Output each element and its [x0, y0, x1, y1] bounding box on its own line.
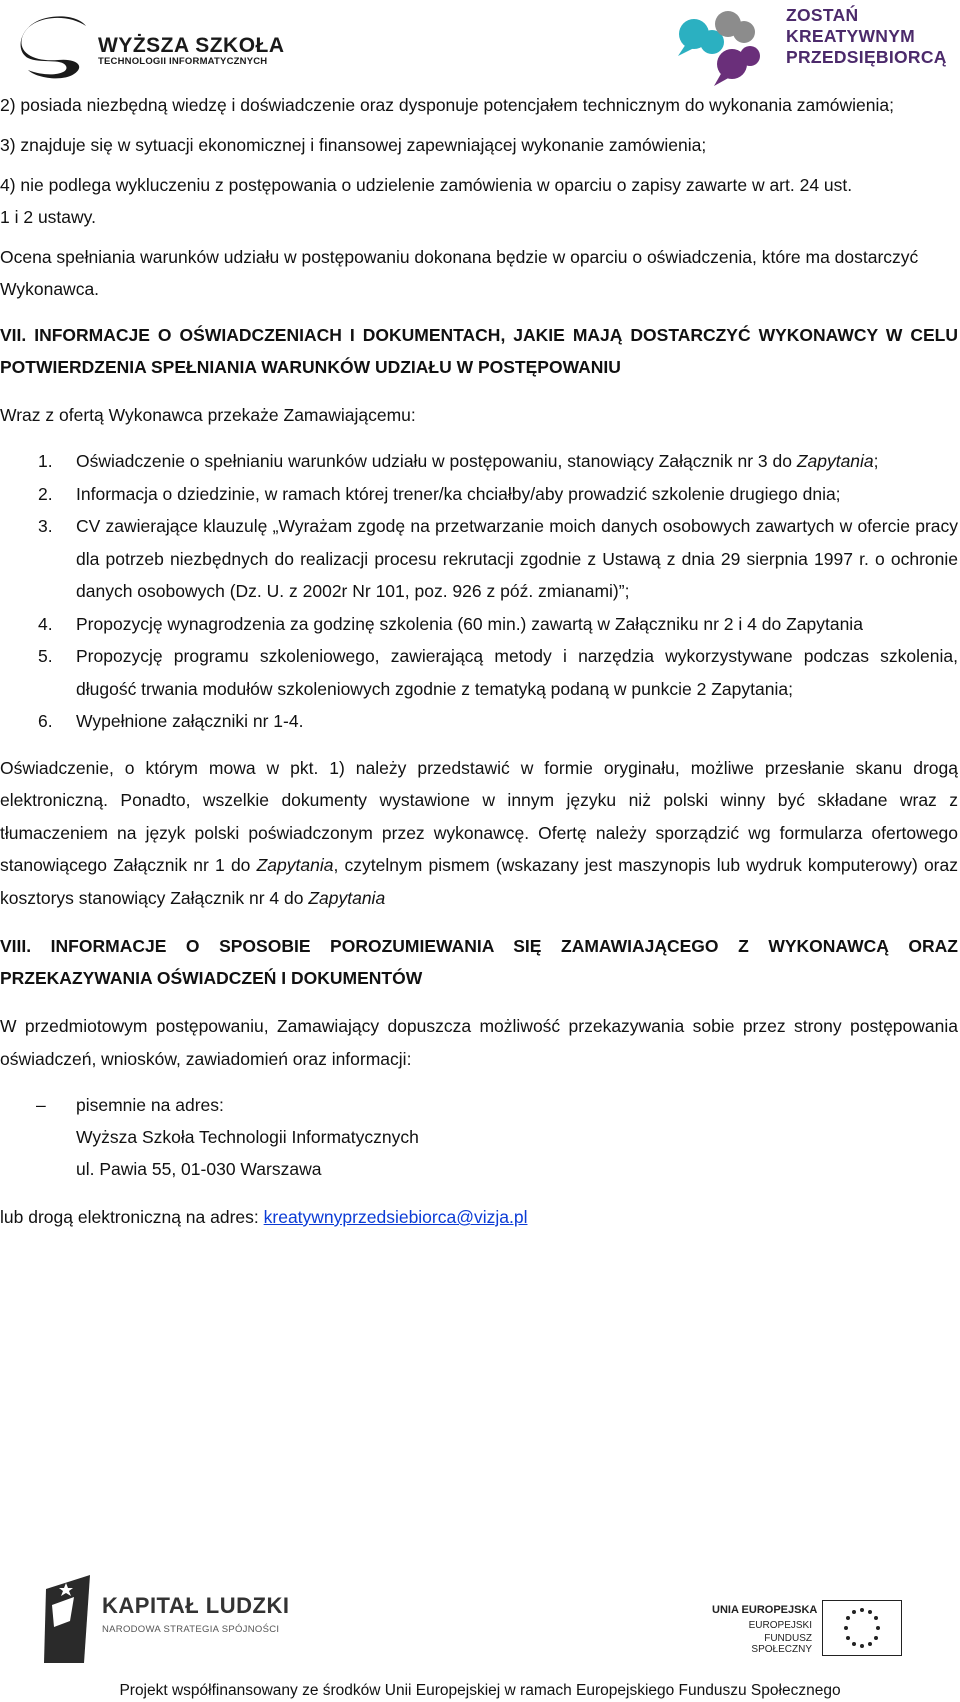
- list-item-number: 6.: [38, 711, 53, 731]
- email-paragraph: [0, 1201, 958, 1233]
- zostan-line1: ZOSTAŃ: [786, 5, 859, 25]
- section-viii-heading: VIII. INFORMACJE O SPOSOBIE POROZUMIEWANIA SIĘ ZAMAWIAJĄCEGO Z WYKONAWCĄ ORAZ PRZEKAZYWANIA OŚWIADCZEŃ I DOKUMENTÓW: [0, 936, 958, 988]
- postal-address-block: [0, 1089, 958, 1185]
- statement-emphasis-1: Zapytania: [256, 855, 334, 875]
- list-item-tail: ;: [873, 451, 879, 471]
- list-item: [0, 445, 958, 478]
- list-item-number: 2.: [38, 483, 53, 504]
- document-body: [0, 96, 958, 1233]
- kapital-ludzki-title: KAPITAŁ LUDZKI: [102, 1593, 290, 1618]
- section-vii-heading: VII. INFORMACJE O OŚWIADCZENIACH I DOKUMENTACH, JAKIE MAJĄ DOSTARCZYĆ WYKONAWCY W CELU POTWIERDZENIA SPEŁNIANIA WARUNKÓW UDZIAŁU W POSTĘPOWANIU: [0, 325, 958, 377]
- zostan-line2: KREATYWNYM: [786, 26, 916, 46]
- list-item-text: CV zawierające klauzulę „Wyrażam zgodę na przetwarzanie moich danych osobowych zawartych w ofercie pracy dla potrzeb niezbędnych do realizacji procesu rekrutacji zgodnie z Ustawą z dnia 29 sierpnia 1997 r. o ochronie danych osobowych (Dz. U. z 2002r Nr 101, poz. 926 z póź. zmianami)”;: [76, 516, 958, 601]
- address-line-1: pisemnie na adres:: [76, 1095, 224, 1115]
- list-item-number: 4.: [38, 613, 53, 634]
- list-item-text: Informacja o dziedzinie, w ramach której trener/ka chciałby/aby prowadzić szkolenie drugiego dnia;: [76, 483, 841, 504]
- list-item: [0, 510, 958, 608]
- email-link[interactable]: kreatywnyprzedsiebiorca@vizja.pl: [263, 1207, 528, 1227]
- dash-bullet: –: [36, 1095, 46, 1115]
- list-item-number: 1.: [38, 451, 53, 471]
- email-prefix: lub drogą elektroniczną na adres:: [0, 1207, 264, 1227]
- required-documents-list: [0, 445, 958, 738]
- kapital-ludzki-logo-icon: [40, 1575, 280, 1663]
- eu-label-line3: FUNDUSZ SPOŁECZNY: [751, 1633, 812, 1655]
- list-item-text: Oświadczenie o spełnianiu warunków udziału w postępowaniu, stanowiący Załącznik nr 3 do: [76, 451, 797, 471]
- list-item-text: Propozycję wynagrodzenia za godzinę szkolenia (60 min.) zawartą w Załączniku nr 2 i 4 do Zapytania: [76, 613, 863, 634]
- list-item: [0, 705, 958, 738]
- list-item-number: 3.: [38, 516, 53, 536]
- list-item-text: Wypełnione załączniki nr 1-4.: [76, 711, 304, 731]
- wsti-logo-name-line1: WYŻSZA SZKOŁA: [98, 34, 285, 57]
- address-line-2: Wyższa Szkoła Technologii Informatycznych: [76, 1127, 419, 1147]
- condition-2: 2) posiada niezbędną wiedzę i doświadczenie oraz dysponuje potencjałem technicznym do wykonania zamówienia;: [0, 95, 894, 115]
- wsti-logo-name-line2: TECHNOLOGII INFORMATYCZNYCH: [98, 56, 268, 67]
- statement-text-1: Oświadczenie, o którym mowa w pkt. 1) należy przedstawić w formie oryginału, możliwe przesłanie skanu drogą elektroniczną. Ponadto, wszelkie dokumenty wystawione w innym języku niż polski winny być składane wraz z tłumaczeniem na język polski poświadczonym przez wykonawcę. Ofertę należy sporządzić wg formularza ofertowego stanowiącego Załącznik nr 1 do: [0, 757, 958, 875]
- offer-intro: Wraz z ofertą Wykonawca przekaże Zamawiającemu:: [0, 405, 416, 425]
- statement-emphasis-2: Zapytania: [308, 887, 386, 908]
- cofinancing-footer-note: Projekt współfinansowany ze środków Unii Europejskiej w ramach Europejskiego Funduszu Społecznego: [119, 1682, 841, 1699]
- zostan-line3: PRZEDSIĘBIORCĄ: [786, 47, 947, 67]
- statement-paragraph: [0, 752, 958, 915]
- address-line-3: ul. Pawia 55, 01-030 Warszawa: [76, 1159, 322, 1179]
- communication-paragraph: W przedmiotowym postępowaniu, Zamawiający dopuszcza możliwość przekazywania sobie przez strony postępowania oświadczeń, wniosków, zawiadomień oraz informacji:: [0, 1016, 958, 1069]
- kapital-ludzki-subtitle: NARODOWA STRATEGIA SPÓJNOŚCI: [102, 1624, 280, 1635]
- list-item: [0, 640, 958, 705]
- eu-label-line2: EUROPEJSKI: [748, 1620, 812, 1631]
- statement-text-2: , czytelnym pismem (wskazany jest maszynopis lub wydruk komputerowy) oraz kosztorys stanowiący Załącznik nr 4 do: [0, 855, 958, 908]
- list-item-text: Propozycję programu szkoleniowego, zawierającą metody i narzędzia wykorzystywane podczas szkolenia, długość trwania modułów szkoleniowych zgodnie z tematyką podaną w punkcie 2 Zapytania;: [76, 646, 958, 699]
- page-header: [0, 0, 960, 96]
- condition-3: 3) znajduje się w sytuacji ekonomicznej i finansowej zapewniającej wykonanie zamówienia;: [0, 135, 707, 155]
- eu-stars-flag-icon: [822, 1600, 902, 1656]
- zostan-logo-text: [786, 5, 947, 68]
- assessment-paragraph: Ocena spełniania warunków udziału w postępowaniu dokonana będzie w oparciu o oświadczenia, które ma dostarczyć Wykonawca.: [0, 247, 919, 299]
- list-item-number: 5.: [38, 646, 53, 666]
- condition-4: 4) nie podlega wykluczeniu z postępowania o udzielenie zamówienia w oparciu o zapisy zawarte w art. 24 ust. 1 i 2 ustawy.: [0, 175, 853, 227]
- list-item-emphasis: Zapytania: [796, 451, 874, 471]
- list-item: [0, 478, 958, 511]
- list-item: [0, 608, 958, 641]
- eu-label-line1: UNIA EUROPEJSKA: [712, 1604, 818, 1616]
